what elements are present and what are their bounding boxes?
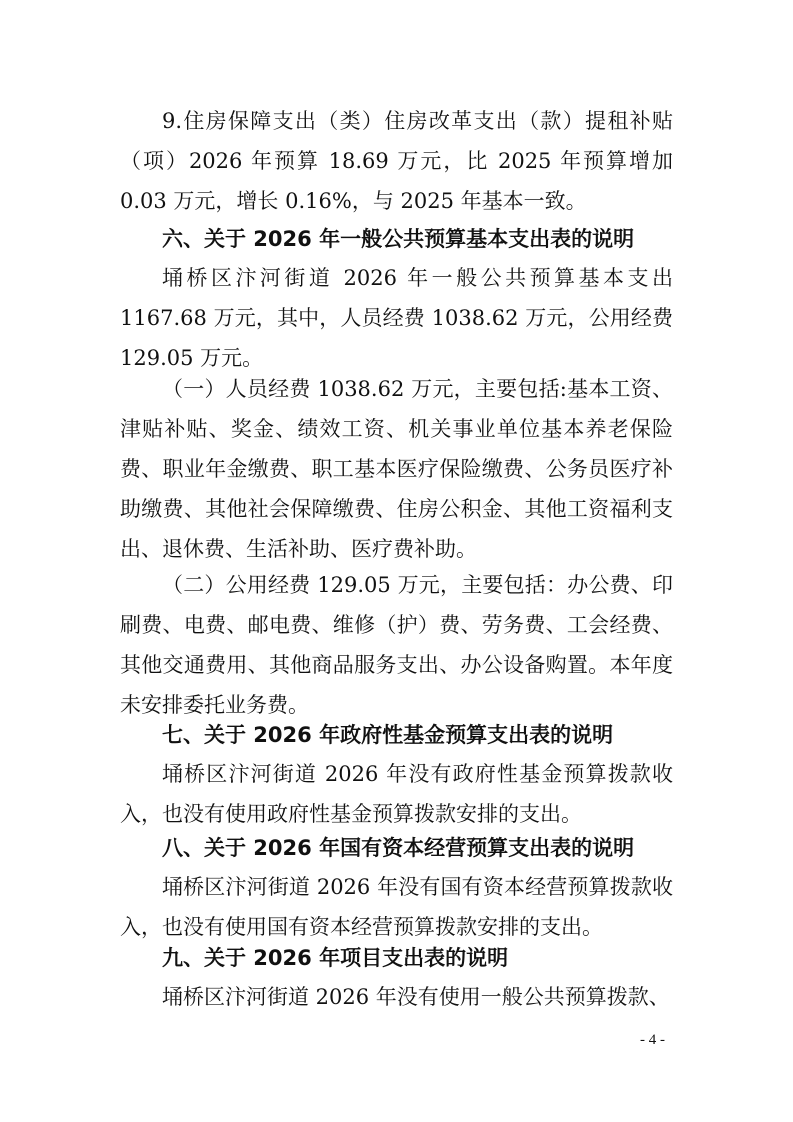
section-6-heading: 六、关于 2026 年一般公共预算基本支出表的说明 — [162, 227, 635, 251]
section-7-paragraph: 埇桥区汴河街道 2026 年没有政府性基金预算拨款收入，也没有使用政府性基金预算拨款安排的支出。 — [120, 762, 673, 826]
personnel-expenses-paragraph: （一）人员经费 1038.62 万元，主要包括:基本工资、津贴补贴、奖金、绩效工资、机关事业单位基本养老保险费、职业年金缴费、职工基本医疗保险缴费、公务员医疗补助缴费、其他社会保障缴费、住房公积金、其他工资福利支出、退休费、生活补助、医疗费补助。 — [120, 377, 673, 561]
section-8-heading: 八、关于 2026 年国有资本经营预算支出表的说明 — [162, 836, 635, 860]
page-number: - 4 - — [640, 1032, 665, 1048]
section-9-heading: 九、关于 2026 年项目支出表的说明 — [162, 946, 509, 970]
section-9-paragraph: 埇桥区汴河街道 2026 年没有使用一般公共预算拨款、 — [162, 985, 670, 1009]
section-7-heading: 七、关于 2026 年政府性基金预算支出表的说明 — [162, 723, 614, 747]
section-6-summary-paragraph: 埇桥区汴河街道 2026 年一般公共预算基本支出 1167.68 万元，其中，人员经费 1038.62 万元，公用经费 129.05 万元。 — [120, 266, 673, 370]
section-8-paragraph: 埇桥区汴河街道 2026 年没有国有资本经营预算拨款收入，也没有使用国有资本经营预算拨款安排的支出。 — [120, 875, 673, 939]
public-expenses-paragraph: （二）公用经费 129.05 万元，主要包括：办公费、印刷费、电费、邮电费、维修（护）费、劳务费、工会经费、其他交通费用、其他商品服务支出、办公设备购置。本年度未安排委托业务费。 — [120, 573, 673, 717]
budget-item-9-paragraph: 9.住房保障支出（类）住房改革支出（款）提租补贴（项）2026 年预算 18.69 万元，比 2025 年预算增加 0.03 万元，增长 0.16%，与 2025 年基本一致。 — [120, 109, 673, 213]
